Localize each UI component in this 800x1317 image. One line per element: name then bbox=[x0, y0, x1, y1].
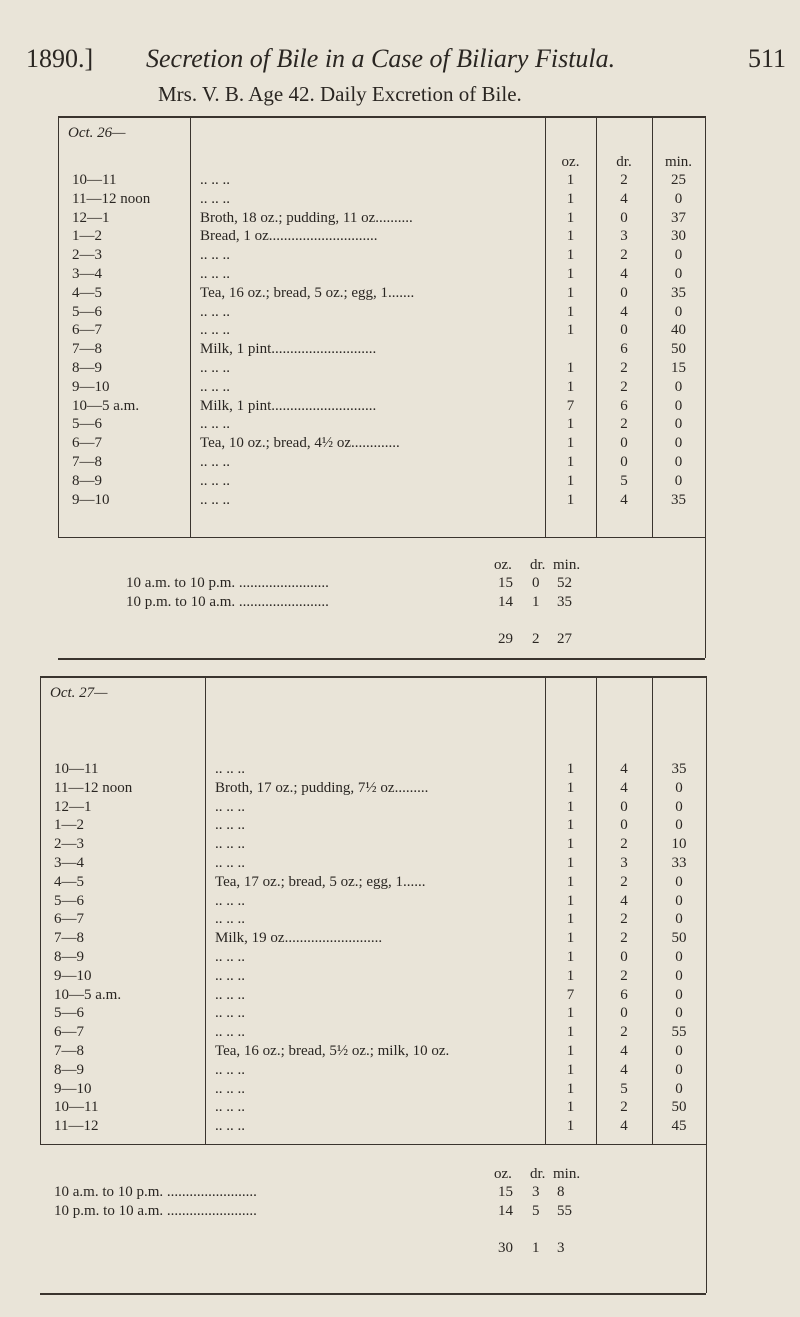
row-hour: 12—1 bbox=[72, 209, 110, 226]
row-min: 0 bbox=[675, 817, 683, 834]
row-oz: 1 bbox=[566, 779, 575, 796]
row-dr: 0 bbox=[620, 454, 628, 470]
total-min: 27 bbox=[557, 631, 572, 647]
row-food: .. .. .. bbox=[215, 836, 245, 853]
col-rule-food bbox=[205, 676, 206, 1144]
row-hour: 9—10 bbox=[72, 378, 110, 395]
row-min: 37 bbox=[671, 209, 686, 226]
row-food: .. .. .. bbox=[200, 472, 230, 489]
summary-oz: 15 bbox=[498, 575, 513, 591]
table-top-rule bbox=[58, 116, 705, 118]
row-min: 0 bbox=[674, 435, 683, 452]
row-min: 0 bbox=[674, 416, 683, 433]
row-oz: 1 bbox=[566, 930, 575, 947]
row-dr: 0 bbox=[620, 1005, 628, 1022]
summary-min: 8 bbox=[557, 1184, 565, 1200]
row-min: 30 bbox=[671, 228, 686, 245]
col-rule-food bbox=[190, 116, 191, 537]
row-oz: 1 bbox=[566, 873, 575, 890]
row-oz: 1 bbox=[566, 454, 575, 470]
row-hour: 7—8 bbox=[72, 454, 102, 470]
row-min: 40 bbox=[671, 322, 686, 339]
row-min: 0 bbox=[674, 190, 683, 207]
row-hour: 10—11 bbox=[54, 761, 99, 777]
row-dr: 0 bbox=[620, 798, 628, 815]
row-dr: 4 bbox=[620, 761, 628, 777]
summary-min: 35 bbox=[557, 594, 572, 610]
row-dr: 4 bbox=[620, 303, 628, 320]
row-food: .. .. .. bbox=[215, 761, 245, 777]
summary-header-dr: dr. bbox=[530, 1166, 546, 1182]
row-oz: 1 bbox=[566, 1118, 575, 1135]
row-hour: 7—8 bbox=[54, 1043, 84, 1059]
row-oz: 1 bbox=[566, 228, 575, 245]
row-oz: 1 bbox=[566, 491, 575, 508]
row-hour: 8—9 bbox=[54, 1061, 84, 1078]
summary-header-min: min. bbox=[553, 1166, 581, 1182]
row-food: Tea, 16 oz.; bread, 5 oz.; egg, 1....... bbox=[200, 284, 415, 301]
table-left-rule bbox=[40, 676, 41, 1144]
col-rule-dr bbox=[596, 676, 597, 1144]
row-food: Tea, 10 oz.; bread, 4½ oz............. bbox=[200, 435, 400, 452]
row-hour: 10—5 a.m. bbox=[72, 397, 140, 414]
row-hour: 3—4 bbox=[54, 855, 84, 871]
row-dr: 4 bbox=[620, 190, 628, 207]
row-hour: 9—10 bbox=[72, 491, 110, 508]
row-min: 0 bbox=[675, 967, 683, 984]
summary-oz: 14 bbox=[498, 594, 513, 610]
row-food: .. .. .. bbox=[200, 190, 230, 207]
row-hour: 5—6 bbox=[54, 892, 84, 909]
row-dr: 2 bbox=[620, 247, 628, 264]
col-rule-dr bbox=[596, 116, 597, 537]
row-dr: 6 bbox=[620, 397, 628, 414]
row-food: .. .. .. bbox=[200, 491, 230, 508]
summary-oz: 14 bbox=[498, 1203, 513, 1219]
col-rule-oz bbox=[545, 116, 546, 537]
row-min: 0 bbox=[674, 454, 683, 470]
row-oz: 1 bbox=[566, 266, 575, 282]
col-header-oz: oz. bbox=[561, 154, 580, 170]
row-dr: 6 bbox=[620, 986, 628, 1003]
row-hour: 1—2 bbox=[72, 228, 102, 245]
row-hour: 11—12 bbox=[54, 1118, 99, 1135]
header-year: 1890.] bbox=[26, 44, 94, 73]
table-right-rule bbox=[705, 116, 706, 658]
table-body-bottom-rule bbox=[58, 537, 705, 538]
row-food: .. .. .. bbox=[215, 1099, 245, 1116]
row-dr: 2 bbox=[620, 1024, 628, 1041]
summary-label: 10 a.m. to 10 p.m. ........................ bbox=[54, 1184, 257, 1200]
summary-header-min: min. bbox=[553, 557, 581, 573]
row-oz: 1 bbox=[566, 836, 575, 853]
row-hour: 8—9 bbox=[72, 472, 102, 489]
summary-header-oz: oz. bbox=[494, 1166, 512, 1182]
row-hour: 5—6 bbox=[54, 1005, 84, 1022]
row-dr: 2 bbox=[620, 378, 628, 395]
col-header-min: min. bbox=[664, 154, 693, 170]
summary-dr: 3 bbox=[532, 1184, 540, 1200]
row-food: Broth, 18 oz.; pudding, 11 oz.......... bbox=[200, 209, 413, 226]
row-oz: 1 bbox=[566, 172, 575, 188]
row-hour: 10—11 bbox=[54, 1099, 99, 1116]
col-rule-oz bbox=[545, 676, 546, 1144]
row-oz: 1 bbox=[566, 360, 575, 376]
row-dr: 5 bbox=[620, 1080, 628, 1097]
summary-label: 10 p.m. to 10 a.m. ........................ bbox=[126, 594, 329, 610]
row-min: 0 bbox=[675, 779, 683, 796]
row-dr: 4 bbox=[620, 1061, 628, 1078]
row-oz: 1 bbox=[566, 378, 575, 395]
table-left-rule bbox=[58, 116, 59, 537]
row-hour: 5—6 bbox=[72, 303, 102, 320]
row-min: 0 bbox=[675, 949, 683, 965]
row-food: .. .. .. bbox=[200, 360, 230, 376]
row-min: 0 bbox=[675, 911, 683, 928]
row-food: .. .. .. bbox=[200, 322, 230, 339]
row-oz: 1 bbox=[566, 303, 575, 320]
row-hour: 11—12 noon bbox=[54, 779, 133, 796]
row-hour: 11—12 noon bbox=[72, 190, 151, 207]
total-dr: 1 bbox=[532, 1240, 540, 1256]
row-oz: 1 bbox=[566, 1005, 575, 1022]
row-hour: 4—5 bbox=[54, 873, 84, 890]
row-hour: 2—3 bbox=[54, 836, 84, 853]
row-dr: 3 bbox=[620, 228, 628, 245]
table-bottom-rule bbox=[40, 1293, 706, 1295]
row-dr: 5 bbox=[620, 472, 628, 489]
row-dr: 4 bbox=[620, 892, 628, 909]
col-rule-min bbox=[652, 116, 653, 537]
row-oz: 1 bbox=[566, 798, 575, 815]
row-oz: 1 bbox=[566, 247, 575, 264]
row-dr: 0 bbox=[620, 435, 628, 452]
row-min: 50 bbox=[671, 930, 687, 947]
row-dr: 2 bbox=[620, 911, 628, 928]
row-food: .. .. .. bbox=[200, 172, 230, 188]
row-food: .. .. .. bbox=[200, 266, 230, 282]
row-food: .. .. .. bbox=[215, 798, 245, 815]
row-dr: 2 bbox=[620, 967, 628, 984]
total-min: 3 bbox=[557, 1240, 565, 1256]
row-min: 0 bbox=[674, 266, 683, 282]
page-subtitle: Mrs. V. B. Age 42. Daily Excretion of Bile. bbox=[158, 82, 522, 106]
row-food: .. .. .. bbox=[215, 911, 245, 928]
row-oz: 1 bbox=[566, 892, 575, 909]
row-food: Tea, 16 oz.; bread, 5½ oz.; milk, 10 oz. bbox=[215, 1043, 450, 1059]
row-oz: 1 bbox=[566, 817, 575, 834]
row-min: 35 bbox=[671, 284, 686, 301]
row-dr: 2 bbox=[620, 836, 628, 853]
row-min: 0 bbox=[674, 378, 683, 395]
row-food: .. .. .. bbox=[215, 855, 245, 871]
row-hour: 1—2 bbox=[54, 817, 84, 834]
row-food: .. .. .. bbox=[200, 378, 230, 395]
table-top-rule bbox=[40, 676, 706, 678]
row-min: 0 bbox=[675, 1080, 683, 1097]
row-min: 0 bbox=[674, 472, 683, 489]
col-header-dr: dr. bbox=[616, 154, 632, 170]
row-hour: 10—5 a.m. bbox=[54, 986, 122, 1003]
row-food: .. .. .. bbox=[215, 1061, 245, 1078]
row-food: Milk, 1 pint............................ bbox=[200, 397, 377, 414]
row-min: 0 bbox=[675, 1043, 683, 1059]
row-hour: 6—7 bbox=[54, 911, 84, 928]
summary-min: 52 bbox=[557, 575, 572, 591]
row-oz: 1 bbox=[566, 1024, 575, 1041]
row-hour: 12—1 bbox=[54, 798, 92, 815]
row-oz: 1 bbox=[566, 284, 575, 301]
table-right-rule bbox=[706, 676, 707, 1293]
row-hour: 8—9 bbox=[72, 360, 102, 376]
row-min: 33 bbox=[671, 855, 687, 871]
row-hour: 6—7 bbox=[72, 322, 102, 339]
row-oz: 1 bbox=[566, 761, 575, 777]
row-hour: 7—8 bbox=[54, 930, 84, 947]
summary-label: 10 p.m. to 10 a.m. ........................ bbox=[54, 1203, 257, 1219]
row-oz: 1 bbox=[566, 1080, 575, 1097]
row-dr: 2 bbox=[620, 930, 628, 947]
row-hour: 3—4 bbox=[72, 266, 102, 282]
row-min: 10 bbox=[671, 836, 687, 853]
row-dr: 2 bbox=[620, 1099, 628, 1116]
row-food: Milk, 19 oz.......................... bbox=[215, 930, 383, 947]
row-min: 35 bbox=[671, 491, 686, 508]
row-food: .. .. .. bbox=[215, 892, 245, 909]
row-min: 0 bbox=[674, 303, 683, 320]
row-dr: 4 bbox=[620, 1043, 628, 1059]
row-dr: 4 bbox=[620, 491, 628, 508]
row-min: 15 bbox=[671, 360, 686, 376]
row-oz: 1 bbox=[566, 1099, 575, 1116]
row-food: .. .. .. bbox=[215, 967, 245, 984]
row-oz: 1 bbox=[566, 1043, 575, 1059]
row-food: .. .. .. bbox=[215, 1024, 245, 1041]
row-oz: 1 bbox=[566, 855, 575, 871]
row-food: Broth, 17 oz.; pudding, 7½ oz......... bbox=[215, 779, 429, 796]
row-food: Milk, 1 pint............................ bbox=[200, 341, 377, 358]
row-dr: 0 bbox=[620, 284, 628, 301]
row-min: 25 bbox=[671, 172, 686, 188]
row-min: 0 bbox=[674, 397, 683, 414]
summary-dr: 0 bbox=[532, 575, 540, 591]
row-hour: 4—5 bbox=[72, 284, 102, 301]
row-hour: 9—10 bbox=[54, 967, 92, 984]
running-title: Secretion of Bile in a Case of Biliary Fistula. bbox=[146, 44, 616, 73]
row-food: .. .. .. bbox=[200, 247, 230, 264]
row-hour: 9—10 bbox=[54, 1080, 92, 1097]
page-number: 511 bbox=[748, 44, 787, 73]
summary-min: 55 bbox=[557, 1203, 572, 1219]
row-food: .. .. .. bbox=[215, 949, 245, 965]
row-hour: 6—7 bbox=[72, 435, 102, 452]
row-dr: 3 bbox=[620, 855, 628, 871]
row-min: 50 bbox=[671, 1099, 687, 1116]
summary-label: 10 a.m. to 10 p.m. ........................ bbox=[126, 575, 329, 591]
row-oz: 1 bbox=[566, 949, 575, 965]
row-min: 55 bbox=[671, 1024, 687, 1041]
row-dr: 4 bbox=[620, 1118, 628, 1135]
row-oz: 1 bbox=[566, 416, 575, 433]
row-hour: 10—11 bbox=[72, 172, 117, 188]
row-food: .. .. .. bbox=[215, 1005, 245, 1022]
row-oz: 1 bbox=[566, 967, 575, 984]
total-oz: 30 bbox=[498, 1240, 513, 1256]
row-food: .. .. .. bbox=[215, 986, 245, 1003]
row-food: .. .. .. bbox=[215, 1118, 245, 1135]
row-min: 0 bbox=[675, 892, 683, 909]
row-dr: 2 bbox=[620, 873, 628, 890]
summary-header-oz: oz. bbox=[494, 557, 512, 573]
row-dr: 0 bbox=[620, 322, 628, 339]
row-min: 0 bbox=[675, 1005, 683, 1022]
summary-dr: 1 bbox=[532, 594, 540, 610]
row-dr: 0 bbox=[620, 209, 628, 226]
row-dr: 4 bbox=[620, 266, 628, 282]
row-dr: 2 bbox=[620, 416, 628, 433]
row-food: .. .. .. bbox=[215, 817, 245, 834]
row-dr: 0 bbox=[620, 817, 628, 834]
row-dr: 0 bbox=[620, 949, 628, 965]
row-dr: 2 bbox=[620, 360, 628, 376]
row-food: .. .. .. bbox=[200, 303, 230, 320]
row-hour: 5—6 bbox=[72, 416, 102, 433]
row-oz: 1 bbox=[566, 322, 575, 339]
table-bottom-rule bbox=[58, 658, 705, 660]
row-dr: 2 bbox=[620, 172, 628, 188]
table-body-bottom-rule bbox=[40, 1144, 706, 1145]
row-hour: 8—9 bbox=[54, 949, 84, 965]
row-oz: 1 bbox=[566, 435, 575, 452]
row-min: 35 bbox=[671, 761, 687, 777]
row-oz: 1 bbox=[566, 911, 575, 928]
row-hour: 2—3 bbox=[72, 247, 102, 264]
row-oz: 1 bbox=[566, 1061, 575, 1078]
row-min: 0 bbox=[675, 798, 683, 815]
row-oz: 1 bbox=[566, 472, 575, 489]
summary-header-dr: dr. bbox=[530, 557, 546, 573]
row-oz: 1 bbox=[566, 209, 575, 226]
row-food: .. .. .. bbox=[200, 416, 230, 433]
row-min: 0 bbox=[674, 247, 683, 264]
col-rule-min bbox=[652, 676, 653, 1144]
row-min: 0 bbox=[675, 986, 683, 1003]
row-dr: 6 bbox=[620, 341, 628, 358]
row-min: 0 bbox=[675, 1061, 683, 1078]
summary-dr: 5 bbox=[532, 1203, 540, 1219]
row-food: Bread, 1 oz............................. bbox=[200, 228, 378, 245]
table-date: Oct. 26— bbox=[68, 125, 126, 141]
summary-oz: 15 bbox=[498, 1184, 513, 1200]
row-food: .. .. .. bbox=[215, 1080, 245, 1097]
row-min: 45 bbox=[671, 1118, 687, 1135]
row-dr: 4 bbox=[620, 779, 628, 796]
row-hour: 7—8 bbox=[72, 341, 102, 358]
table-date: Oct. 27— bbox=[50, 685, 108, 701]
total-oz: 29 bbox=[498, 631, 513, 647]
row-food: Tea, 17 oz.; bread, 5 oz.; egg, 1...... bbox=[215, 873, 426, 890]
row-hour: 6—7 bbox=[54, 1024, 84, 1041]
row-oz: 1 bbox=[566, 190, 575, 207]
row-oz: 7 bbox=[566, 397, 575, 414]
row-min: 0 bbox=[675, 873, 683, 890]
row-oz: 7 bbox=[566, 986, 575, 1003]
total-dr: 2 bbox=[532, 631, 540, 647]
row-min: 50 bbox=[671, 341, 686, 358]
row-food: .. .. .. bbox=[200, 454, 230, 470]
